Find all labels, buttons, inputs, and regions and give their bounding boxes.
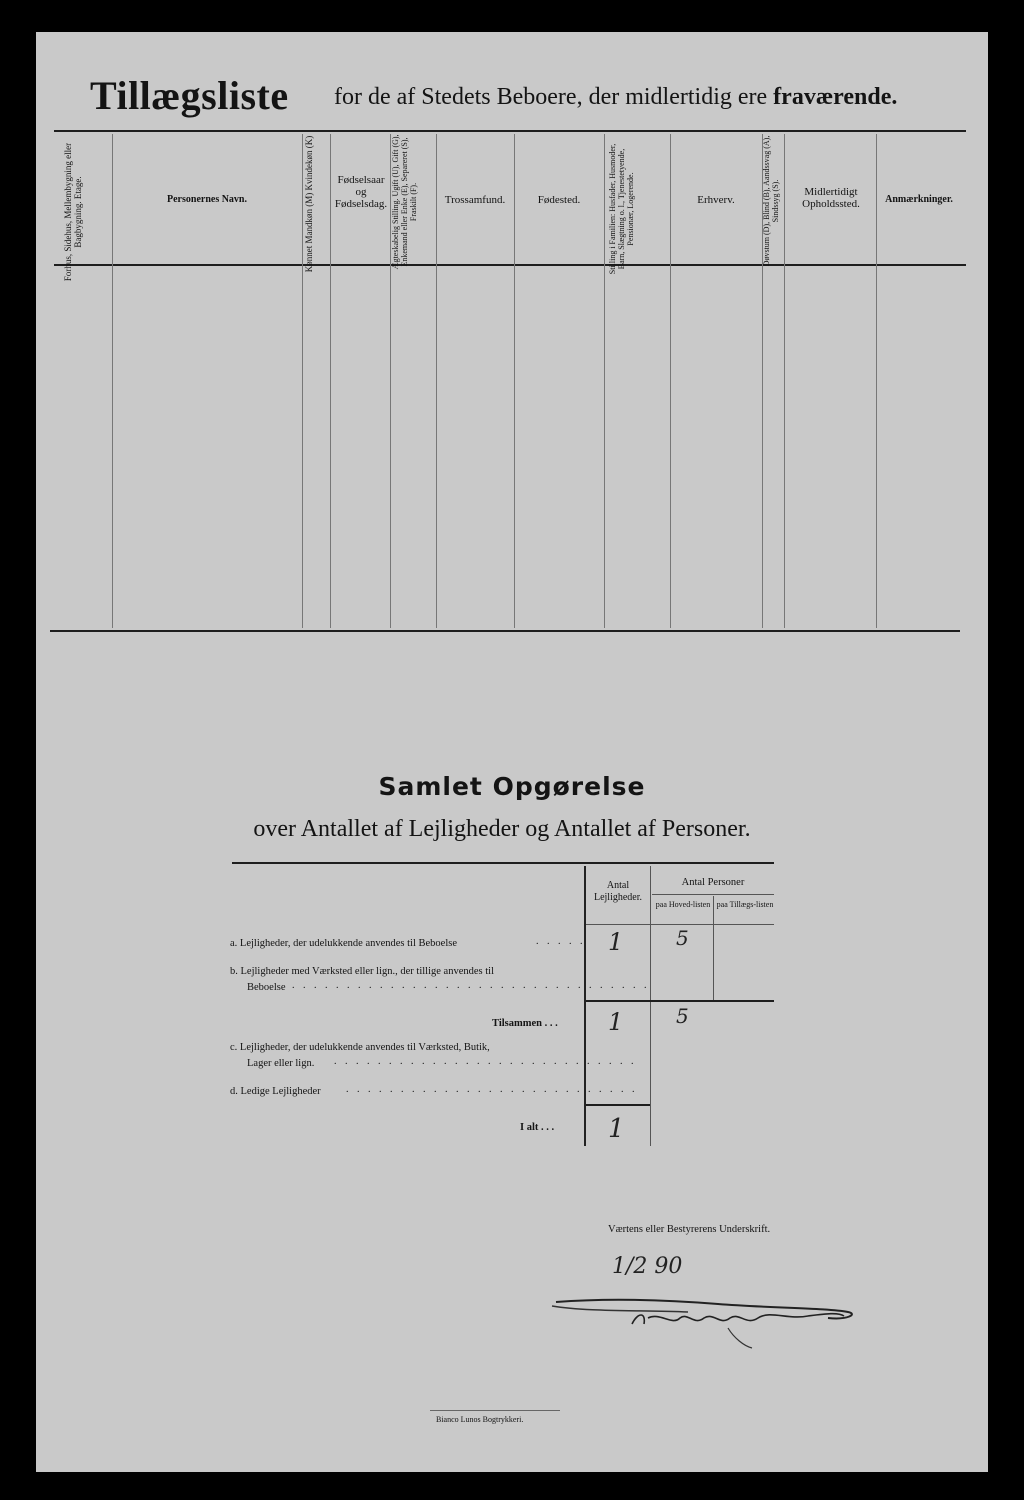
summary-subtotal-rule — [586, 1000, 774, 1002]
col-divider — [330, 134, 331, 628]
summary-total-rule — [586, 1104, 650, 1106]
form-subtitle-text: for de af Stedets Beboere, der midlertidig ere — [334, 84, 768, 110]
col-header-occupation: Erhverv. — [697, 194, 735, 206]
col-header-religion: Trossamfund. — [444, 194, 506, 206]
form-subtitle-emphasis: fraværende. — [773, 84, 898, 110]
summary-col-supplement-list: paa Tillægs-listen — [716, 900, 774, 909]
census-form-sheet — [36, 32, 988, 1472]
col-divider — [670, 134, 671, 628]
col-divider — [784, 134, 785, 628]
form-subtitle — [334, 84, 897, 111]
table-top-rule — [54, 130, 966, 132]
summary-row-total: I alt . . . — [520, 1122, 555, 1133]
summary-row-subtotal: Tilsammen . . . — [492, 1018, 558, 1029]
col-header-temporary-residence: Midlertidigt Opholdssted. — [802, 186, 860, 210]
value-subtotal-main-list: 5 — [676, 1004, 689, 1028]
col-header-remarks: Anmærkninger. — [885, 194, 953, 205]
summary-row-c-line1: c. Lejligheder, der udelukkende anvendes til Værksted, Butik, — [230, 1042, 490, 1053]
printer-rule — [430, 1410, 560, 1411]
summary-title: Samlet Opgørelse — [378, 772, 646, 801]
summary-row-a: a. Lejligheder, der udelukkende anvendes til Beboelse — [230, 938, 457, 949]
summary-subtitle: over Antallet af Lejligheder og Antallet af Personer. — [253, 816, 751, 842]
summary-top-rule — [232, 862, 774, 864]
table-bottom-rule — [50, 630, 960, 632]
col-divider — [876, 134, 877, 628]
value-total-apartments: 1 — [608, 1114, 625, 1144]
col-divider — [514, 134, 515, 628]
summary-row-b-line1: b. Lejligheder med Værksted eller lign., der tillige anvendes til — [230, 966, 494, 977]
summary-row-b-line2: Beboelse — [247, 982, 286, 993]
col-header-birth: Fødselsaar og Fødselsdag. — [334, 174, 388, 210]
col-header-building: Forhus, Sidehus, Mellembygning eller Bagbygning. Etage. — [63, 142, 83, 282]
summary-col-divider — [713, 896, 714, 1000]
printer-credit: Bianco Lunos Bogtrykkeri. — [436, 1415, 524, 1424]
col-divider — [604, 134, 605, 628]
col-header-marital: Ægteskabelig Stilling. Ugift (U), Gift (G), Enkemand eller Enke (E), Separeret (S), Fraskilt (F). — [391, 134, 418, 270]
form-title: Tillægsliste — [90, 73, 289, 118]
summary-row-d: d. Ledige Lejligheder — [230, 1086, 321, 1097]
leader-dots: . . . . . — [536, 936, 586, 947]
table-header-rule — [54, 264, 966, 266]
summary-col-persons: Antal Personer — [681, 877, 745, 888]
signature-label: Værtens eller Bestyrerens Underskrift. — [608, 1224, 771, 1235]
value-subtotal-apartments: 1 — [608, 1008, 624, 1036]
summary-col-divider — [650, 866, 651, 1146]
col-divider — [436, 134, 437, 628]
summary-row-c-line2: Lager eller lign. — [247, 1058, 315, 1069]
col-divider — [112, 134, 113, 628]
leader-dots: . . . . . . . . . . . . . . . . . . . . . . . . . . . — [346, 1084, 638, 1095]
summary-col-apartments: Antal Lejligheder. — [593, 880, 643, 903]
signature-scribble — [548, 1288, 868, 1358]
leader-dots: . . . . . . . . . . . . . . . . . . . . . . . . . . . . — [334, 1056, 637, 1067]
col-header-gender: Kønnet Mandkøn (M) Kvindekøn (K) — [304, 135, 314, 273]
value-a-main-list: 5 — [676, 926, 689, 950]
col-header-birthplace: Fødested. — [537, 194, 581, 206]
summary-rule — [652, 894, 774, 895]
summary-header-rule — [586, 924, 774, 925]
value-a-apartments: 1 — [608, 928, 624, 956]
signature-date: 1/2 90 — [612, 1254, 683, 1279]
col-divider — [302, 134, 303, 628]
col-header-family-position: Stilling i Familien: Husfader, Husmoder, Barn, Slægtning o. l., Tjenestetyende, Pensionær, Logerende. — [608, 143, 635, 275]
leader-dots: . . . . . . . . . . . . . . . . . . . . . . . . . . . . . . . . . — [292, 980, 650, 991]
summary-col-main-list: paa Hoved-listen — [655, 900, 711, 909]
col-header-disability: Døvstum (D), Blind (B), Aandssvag (A), Sindssyg (S). — [762, 135, 780, 267]
col-header-name: Personernes Navn. — [167, 194, 247, 205]
